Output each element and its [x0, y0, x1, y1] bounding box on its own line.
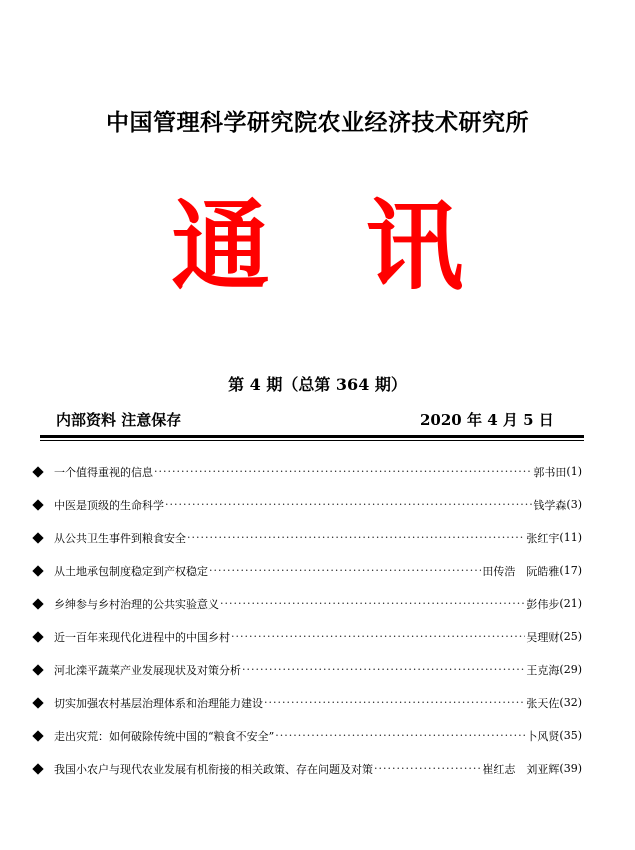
diamond-bullet-icon	[32, 565, 43, 576]
diamond-bullet-icon	[32, 598, 43, 609]
toc-item-author: 张天佐	[526, 696, 560, 710]
dot-leader	[275, 729, 525, 742]
header-divider-thick	[40, 435, 584, 438]
toc-item-author: 钱学森	[533, 498, 567, 512]
toc-item-title: 一个值得重视的信息	[54, 465, 153, 479]
toc-item[interactable]	[34, 653, 582, 686]
toc-item[interactable]	[34, 488, 582, 521]
toc-item[interactable]	[34, 554, 582, 587]
toc-item-title: 乡绅参与乡村治理的公共实验意义	[54, 597, 219, 611]
classification-label: 内部资料 注意保存	[56, 411, 182, 429]
diamond-bullet-icon	[32, 763, 43, 774]
diamond-bullet-icon	[32, 499, 43, 510]
masthead-char-1: 通	[171, 189, 270, 304]
diamond-bullet-icon	[32, 664, 43, 675]
diamond-bullet-icon	[32, 697, 43, 708]
dot-leader	[242, 663, 525, 676]
toc-item-page: (21)	[559, 597, 582, 610]
toc-item-author: 田传浩 阮皓雅	[482, 564, 560, 578]
toc-item-author: 张红宇	[526, 531, 560, 545]
toc-item-title: 近一百年来现代化进程中的中国乡村	[54, 630, 230, 644]
diamond-bullet-icon	[32, 730, 43, 741]
toc-item-page: (32)	[559, 696, 582, 709]
toc-item[interactable]	[34, 521, 582, 554]
table-of-contents	[34, 455, 582, 785]
toc-item[interactable]	[34, 752, 582, 785]
toc-item-page: (25)	[559, 630, 582, 643]
toc-item-author: 彭伟步	[526, 597, 560, 611]
dot-leader	[220, 597, 525, 610]
institution-name: 中国管理科学研究院农业经济技术研究所	[106, 110, 529, 136]
toc-item[interactable]	[34, 455, 582, 488]
toc-item[interactable]	[34, 686, 582, 719]
toc-item-page: (35)	[559, 729, 582, 742]
toc-item-title: 从土地承包制度稳定到产权稳定	[54, 564, 208, 578]
diamond-bullet-icon	[32, 532, 43, 543]
diamond-bullet-icon	[32, 466, 43, 477]
toc-item-title: 从公共卫生事件到粮食安全	[54, 531, 186, 545]
toc-item-title: 我国小农户与现代农业发展有机衔接的相关政策、存在问题及对策	[54, 762, 373, 776]
dot-leader	[165, 498, 532, 511]
toc-item[interactable]	[34, 620, 582, 653]
dot-leader	[209, 564, 481, 577]
toc-item-page: (3)	[566, 498, 582, 511]
publication-date: 2020 年 4 月 5 日	[420, 411, 554, 429]
dot-leader	[264, 696, 525, 709]
toc-item-author: 王克海	[526, 663, 560, 677]
toc-item-page: (39)	[559, 762, 582, 775]
toc-item-author: 吴理财	[526, 630, 560, 644]
toc-item-page: (29)	[559, 663, 582, 676]
toc-item-author: 郭书田	[533, 465, 567, 479]
dot-leader	[154, 465, 532, 478]
toc-item-title: 河北滦平蔬菜产业发展现状及对策分析	[54, 663, 241, 677]
header-divider-thin	[40, 440, 584, 441]
toc-item-page: (11)	[559, 531, 582, 544]
toc-item-author: 崔红志 刘亚辉	[482, 762, 560, 776]
toc-item[interactable]	[34, 719, 582, 752]
toc-item-page: (1)	[566, 465, 582, 478]
diamond-bullet-icon	[32, 631, 43, 642]
toc-item-title: 切实加强农村基层治理体系和治理能力建设	[54, 696, 263, 710]
toc-item[interactable]	[34, 587, 582, 620]
dot-leader	[187, 531, 525, 544]
masthead-title	[0, 189, 635, 304]
masthead-char-2: 讯	[365, 189, 464, 304]
dot-leader	[231, 630, 525, 643]
toc-item-author: 卜风贤	[526, 729, 560, 743]
dot-leader	[374, 762, 481, 775]
toc-item-title: 中医是顶级的生命科学	[54, 498, 164, 512]
toc-item-title: 走出灾荒：如何破除传统中国的“粮食不安全”	[54, 729, 275, 743]
issue-number: 第 4 期（总第 364 期）	[228, 375, 407, 394]
toc-item-page: (17)	[559, 564, 582, 577]
